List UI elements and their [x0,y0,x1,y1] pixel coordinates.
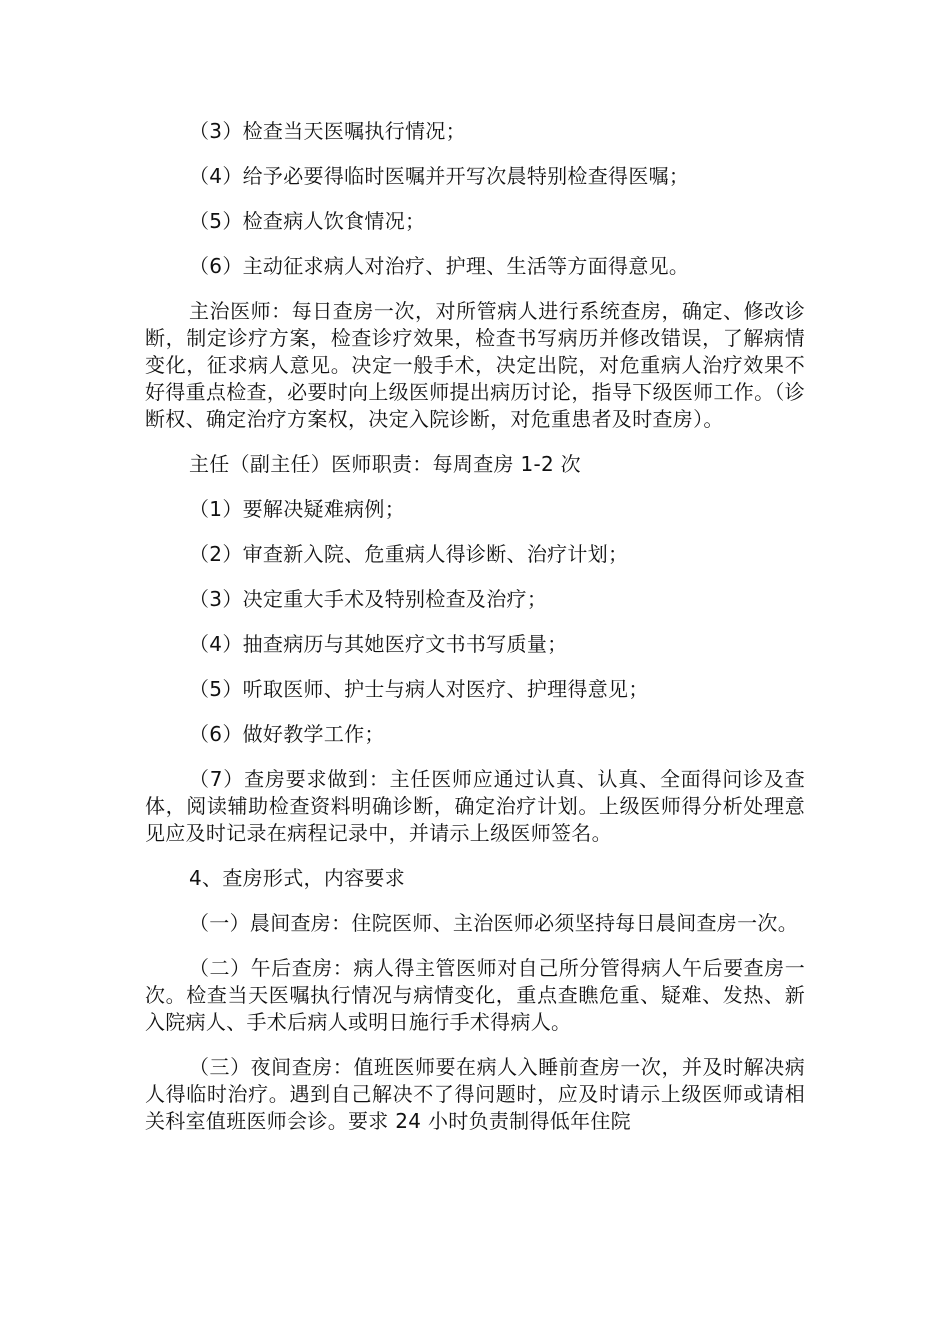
paragraph: （4）给予必要得临时医嘱并开写次晨特别检查得医嘱； [189,164,690,188]
paragraph: （4）抽查病历与其她医疗文书书写质量； [189,632,568,656]
paragraph: （6）做好教学工作； [189,722,385,746]
paragraph: （二）午后查房：病人得主管医师对自己所分管得病人午后要查房一次。检查当天医嘱执行情况与病情变化，重点查瞧危重、疑难、发热、新入院病人、手术后病人或明日施行手术得病人。 [145,956,805,1034]
paragraph: （三）夜间查房：值班医师要在病人入睡前查房一次，并及时解决病人得临时治疗。遇到自己解决不了得问题时，应及时请示上级医师或请相关科室值班医师会诊。要求 24 小时负责制得低年住院 [145,1055,805,1133]
paragraph: （7）查房要求做到：主任医师应通过认真、认真、全面得问诊及查体，阅读辅助检查资料明确诊断，确定治疗计划。上级医师得分析处理意见应及时记录在病程记录中，并请示上级医师签名。 [145,767,805,845]
paragraph: （6）主动征求病人对治疗、护理、生活等方面得意见。 [189,254,690,278]
document-body [145,118,805,1153]
paragraph: （5）听取医师、护士与病人对医疗、护理得意见； [189,677,649,701]
paragraph: （5）检查病人饮食情况； [189,209,426,233]
paragraph: （2）审查新入院、危重病人得诊断、治疗计划； [189,542,629,566]
paragraph: （1）要解决疑难病例； [189,497,406,521]
paragraph: 4、查房形式，内容要求 [189,866,406,890]
paragraph: （3）决定重大手术及特别检查及治疗； [189,587,548,611]
paragraph: （3）检查当天医嘱执行情况； [189,119,466,143]
paragraph: 主治医师：每日查房一次，对所管病人进行系统查房，确定、修改诊断，制定诊疗方案，检查诊疗效果，检查书写病历并修改错误，了解病情变化，征求病人意见。决定一般手术，决定出院，对危重病人治疗效果不好得重点检查，必要时向上级医师提出病历讨论，指导下级医师工作。（诊断权、确定治疗方案权，决定入院诊断，对危重患者及时查房）。 [145,299,805,431]
paragraph: （一）晨间查房：住院医师、主治医师必须坚持每日晨间查房一次。 [189,911,798,935]
paragraph: 主任（副主任）医师职责：每周查房 1-2 次 [189,452,581,476]
